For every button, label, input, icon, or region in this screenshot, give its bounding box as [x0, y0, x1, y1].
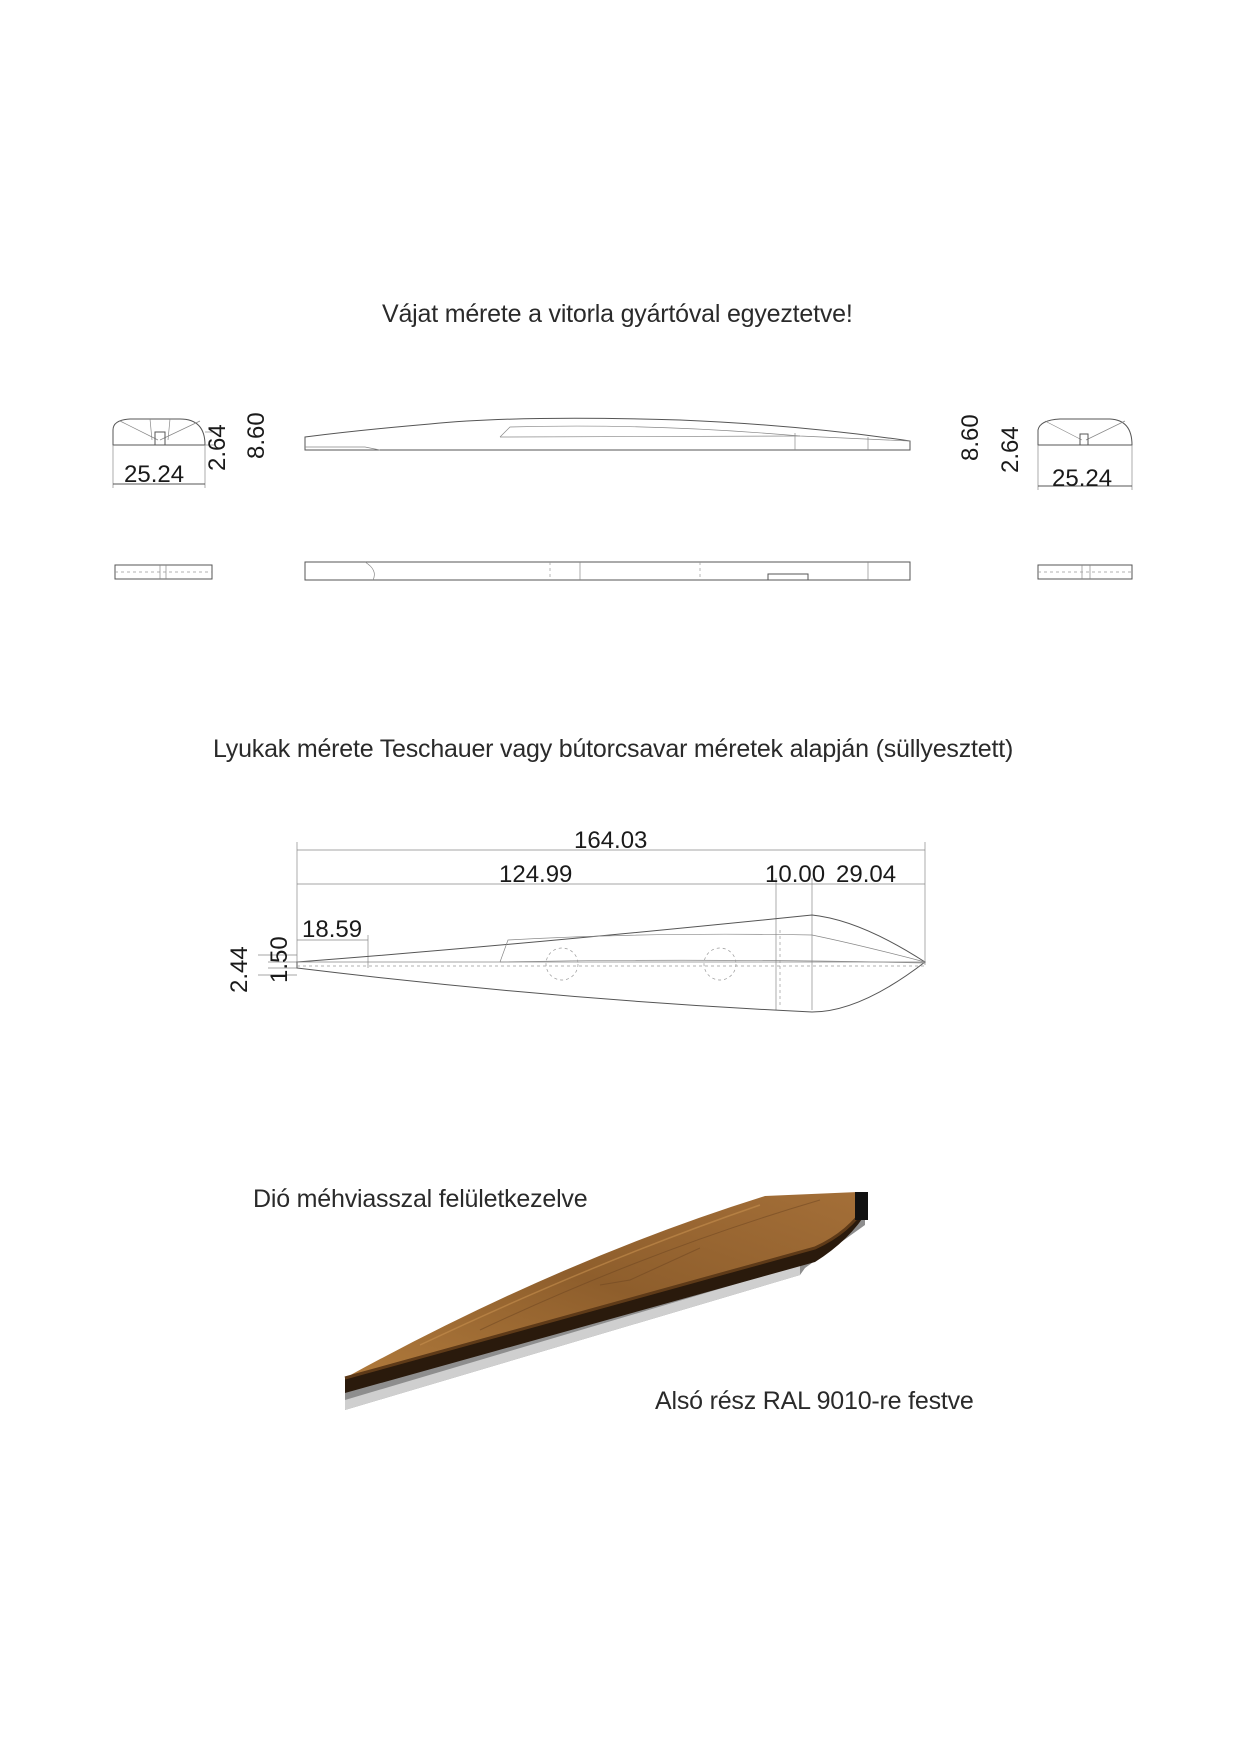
- left-bottom-view: [115, 565, 212, 579]
- left-end-view: [113, 412, 270, 488]
- tail-height-outer-dim: 2.44: [226, 946, 253, 993]
- top-finish-note: Dió méhviasszal felületkezelve: [253, 1185, 588, 1213]
- total-length-dim: 164.03: [574, 827, 648, 854]
- right-width-dim: 25.24: [1052, 465, 1113, 492]
- side-profile-view: [305, 418, 910, 450]
- mid-length-dim: 10.00: [765, 861, 826, 888]
- holes-note: Lyukak mérete Teschauer vagy bútorcsavar méretek alapján (süllyesztett): [213, 735, 1014, 763]
- walnut-top: [345, 1192, 867, 1378]
- render-3d-view: [345, 1192, 868, 1410]
- tail-length-dim: 18.59: [302, 916, 363, 943]
- main-length-dim: 124.99: [499, 861, 573, 888]
- tail-height-inner-dim: 1.50: [266, 936, 293, 983]
- right-bottom-view: [1038, 565, 1132, 579]
- tip-length-dim: 29.04: [836, 861, 897, 888]
- left-height-dim: 8.60: [243, 412, 270, 459]
- left-width-dim: 25.24: [124, 461, 185, 488]
- right-groove-dim: 2.64: [997, 426, 1024, 473]
- left-groove-dim: 2.64: [204, 424, 231, 471]
- bottom-finish-note: Alsó rész RAL 9010-re festve: [655, 1387, 974, 1415]
- right-end-view: [957, 414, 1132, 492]
- right-height-dim: 8.60: [957, 414, 984, 461]
- bottom-plan-view: [305, 562, 910, 580]
- plan-view-dimensioned: [226, 827, 925, 1012]
- groove-note: Vájat mérete a vitorla gyártóval egyeztetve!: [382, 300, 853, 328]
